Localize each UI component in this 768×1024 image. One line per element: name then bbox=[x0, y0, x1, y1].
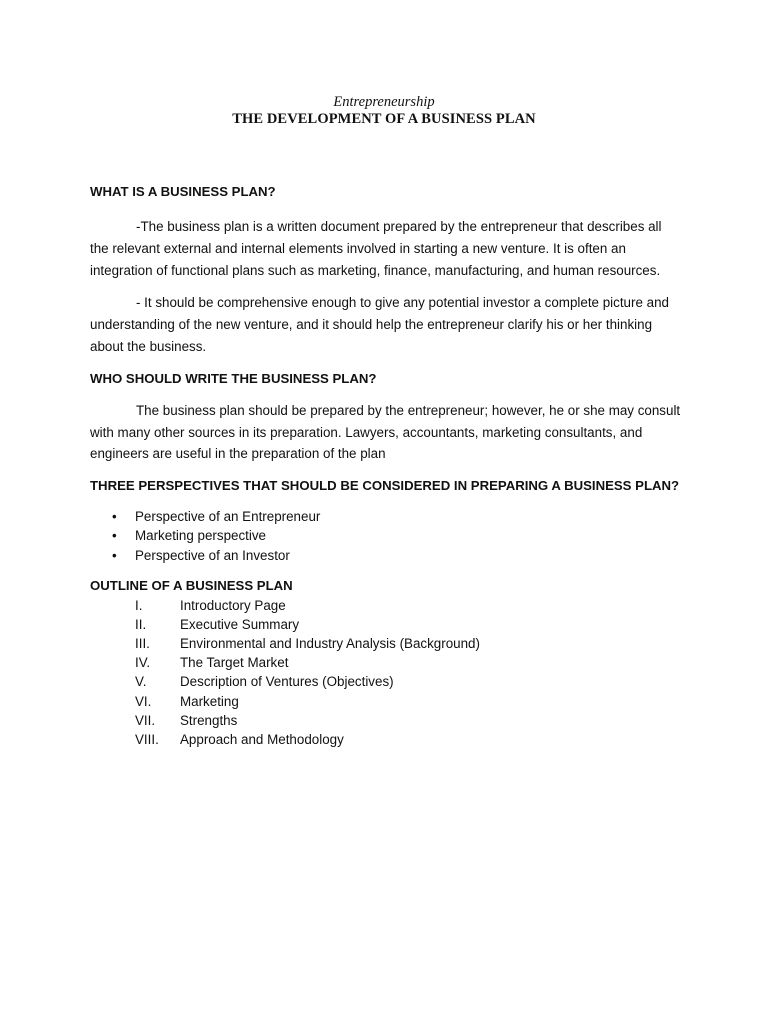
document-body bbox=[90, 182, 682, 749]
paragraph-who: The business plan should be prepared by the entrepreneur; however, he or she may consult with many other sources in its preparation. Lawyers, accountants, marketing consultants, and engineers are useful in the preparation of the plan bbox=[90, 402, 681, 462]
list-item bbox=[90, 672, 682, 691]
section-heading-perspectives: THREE PERSPECTIVES THAT SHOULD BE CONSIDERED IN PREPARING A BUSINESS PLAN? bbox=[90, 478, 680, 494]
paragraph-what-2: - It should be comprehensive enough to give any potential investor a complete picture and understanding of the new venture, and it should help the entrepreneur clarify his or her thinking about the business. bbox=[90, 295, 669, 354]
list-item-label: Marketing perspective bbox=[135, 528, 266, 544]
section-heading-who: WHO SHOULD WRITE THE BUSINESS PLAN? bbox=[90, 370, 377, 386]
outline-list bbox=[90, 596, 682, 749]
list-item-label: Strengths bbox=[180, 712, 238, 728]
document-title: THE DEVELOPMENT OF A BUSINESS PLAN bbox=[232, 111, 536, 127]
list-item bbox=[90, 526, 682, 545]
list-item-number: II. bbox=[135, 617, 147, 633]
list-item-label: The Target Market bbox=[180, 655, 289, 671]
list-item bbox=[90, 596, 682, 615]
list-item bbox=[90, 634, 682, 653]
list-item-number: I. bbox=[135, 598, 143, 614]
section-heading-outline: OUTLINE OF A BUSINESS PLAN bbox=[90, 578, 293, 594]
list-item bbox=[90, 653, 682, 672]
paragraph-what-1: -The business plan is a written document prepared by the entrepreneur that describes all the relevant external and internal elements involved in starting a new venture. It is often an integration of functional plans such as marketing, finance, manufacturing, and human resources. bbox=[90, 219, 662, 278]
bullet-icon: • bbox=[112, 509, 117, 525]
list-item bbox=[90, 711, 682, 730]
bullet-icon: • bbox=[112, 547, 117, 563]
list-item-label: Description of Ventures (Objectives) bbox=[180, 674, 394, 690]
list-item-number: III. bbox=[135, 636, 150, 652]
document-subject: Entrepreneurship bbox=[333, 94, 435, 110]
section-heading-what: WHAT IS A BUSINESS PLAN? bbox=[90, 184, 276, 199]
list-item-number: VII. bbox=[135, 712, 156, 728]
bullet-icon: • bbox=[112, 528, 117, 544]
list-item bbox=[90, 730, 682, 749]
list-item-number: IV. bbox=[135, 655, 151, 671]
list-item bbox=[90, 507, 682, 526]
list-item-label: Perspective of an Entrepreneur bbox=[135, 509, 321, 525]
list-item-number: VI. bbox=[135, 693, 152, 709]
list-item-number: V. bbox=[135, 674, 147, 690]
list-item-number: VIII. bbox=[135, 731, 159, 747]
list-item bbox=[90, 615, 682, 634]
list-item bbox=[90, 692, 682, 711]
list-item-label: Perspective of an Investor bbox=[135, 547, 290, 563]
list-item-label: Marketing bbox=[180, 693, 239, 709]
list-item-label: Introductory Page bbox=[180, 598, 286, 614]
list-item-label: Executive Summary bbox=[180, 617, 300, 633]
list-item-label: Approach and Methodology bbox=[180, 731, 344, 747]
perspectives-list bbox=[90, 507, 682, 565]
list-item bbox=[90, 546, 682, 565]
list-item-label: Environmental and Industry Analysis (Background) bbox=[180, 636, 480, 652]
